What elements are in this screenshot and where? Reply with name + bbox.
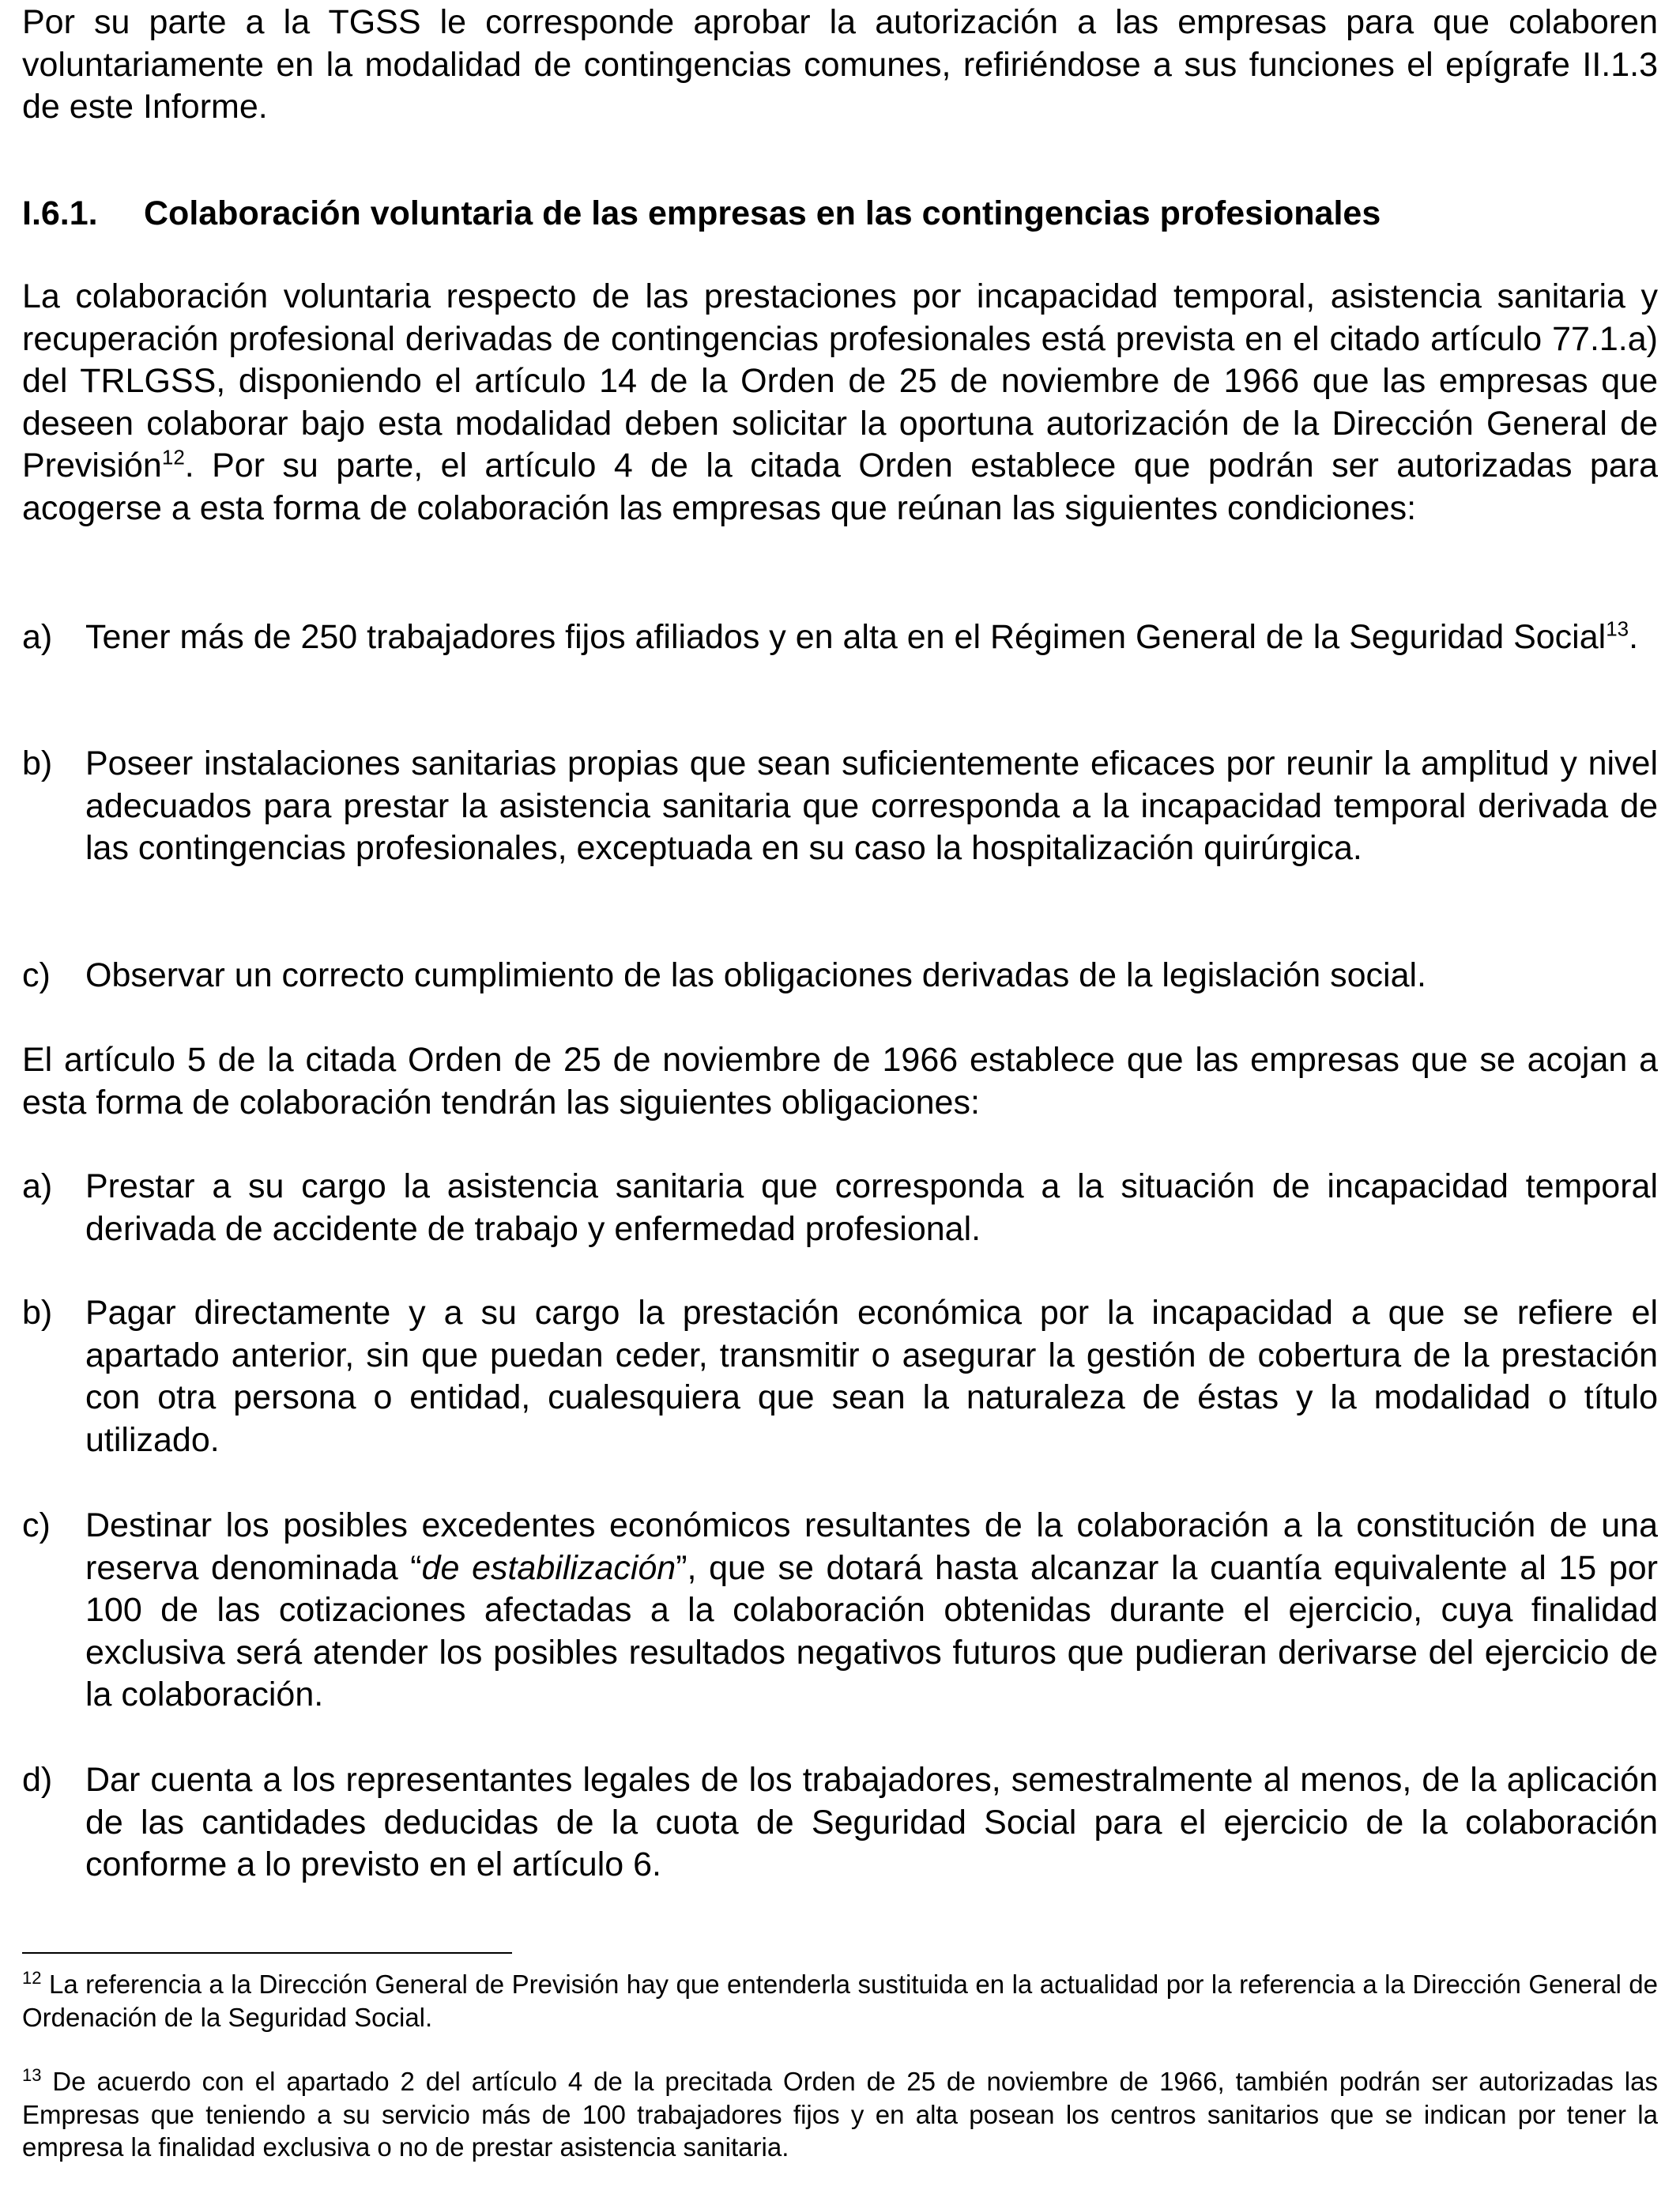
condition-item-a <box>22 616 1658 659</box>
footnote-number: 13 <box>22 2065 42 2085</box>
footnote-text: De acuerdo con el apartado 2 del artículo 4 de la precitada Orden de 25 de noviembre de 1966, también podrán ser autorizadas las Empresas que teniendo a su servicio más de 100 trabajadores fijos y en alta posean los centros sanitarios que se indican por tener la empresa la finalidad exclusiva o no de prestar asistencia sanitaria. <box>22 2067 1658 2162</box>
list-label: d) <box>22 1761 53 1799</box>
list-label: c) <box>22 1506 51 1544</box>
list-text: Prestar a su cargo la asistencia sanitaria que corresponda a la situación de incapacidad temporal derivada de accidente de trabajo y enfermedad profesional. <box>85 1167 1658 1248</box>
obligation-item-b <box>22 1292 1658 1461</box>
list-text <box>85 616 1658 659</box>
footnote-ref-13[interactable]: 13 <box>1606 616 1629 641</box>
section-number: I.6.1. <box>22 194 98 232</box>
footnote-separator <box>22 1952 512 1954</box>
obligation-item-c <box>22 1505 1658 1717</box>
footnote-13 <box>22 2065 1658 2164</box>
list-text: Poseer instalaciones sanitarias propias que sean suficientemente eficaces por reunir la amplitud y nivel adecuados para prestar la asistencia sanitaria que corresponda a la incapacidad temporal derivada de las contingencias profesionales, exceptuada en su caso la hospitalización quirúrgica. <box>85 745 1658 867</box>
obligation-item-d <box>22 1759 1658 1887</box>
footnote-number: 12 <box>22 1968 42 1988</box>
list-label: b) <box>22 745 53 782</box>
list-text: Observar un correcto cumplimiento de las obligaciones derivadas de la legislación social. <box>85 956 1426 994</box>
paragraph-text: La colaboración voluntaria respecto de las prestaciones por incapacidad temporal, asistencia sanitaria y recuperación profesional derivadas de contingencias profesionales está prevista en el citado artículo 77.1.a) del TRLGSS, disponiendo el artículo 14 de la Orden de 25 de noviembre de 1966 que las empresas que deseen colaborar bajo esta modalidad deben solicitar la oportuna autorización de la Dirección General de Previsión <box>22 277 1658 484</box>
list-label: a) <box>22 1167 53 1205</box>
footnote-text: La referencia a la Dirección General de Previsión hay que entenderla sustituida en la actualidad por la referencia a la Dirección General de Ordenación de la Seguridad Social. <box>22 1970 1658 2032</box>
list-label: b) <box>22 1294 53 1332</box>
condition-item-b <box>22 743 1658 870</box>
paragraph-text-continued: . Por su parte, el artículo 4 de la citada Orden establece que podrán ser autorizadas para acogerse a esta forma de colaboración las empresas que reúnan las siguientes condiciones: <box>22 447 1658 527</box>
intro-paragraph: Por su parte a la TGSS le corresponde aprobar la autorización a las empresas para que colaboren voluntariamente en la modalidad de contingencias comunes, refiriéndose a sus funciones el epígrafe II.1.3 de este Informe. <box>22 3 1658 126</box>
obligation-text-continued: ”, que se dotará hasta alcanzar la cuantía equivalente al 15 por 100 de las cotizaciones afectadas a la colaboración obtenidas durante el ejercicio, cuya finalidad exclusiva será atender los posibles resultados negativos futuros que pudieran derivarse del ejercicio de la colaboración. <box>85 1548 1658 1713</box>
footnote-12 <box>22 1968 1658 2034</box>
condition-item-c <box>22 955 1658 997</box>
section-title: Colaboración voluntaria de las empresas en las contingencias profesionales <box>144 194 1381 232</box>
list-text: Dar cuenta a los representantes legales de los trabajadores, semestralmente al menos, de la aplicación de las cantidades deducidas de la cuota de Seguridad Social para el ejercicio de la colaboración conforme a lo previsto en el artículo 6. <box>85 1761 1658 1883</box>
list-text <box>85 1505 1658 1717</box>
section-heading <box>22 193 1658 236</box>
condition-text: Tener más de 250 trabajadores fijos afiliados y en alta en el Régimen General de la Seguridad Social <box>85 618 1607 656</box>
condition-punct: . <box>1629 618 1639 656</box>
obligation-text: Destinar los posibles excedentes económicos resultantes de la colaboración a la constitución de una reserva denominada “ <box>85 1506 1658 1587</box>
footnote-ref-12[interactable]: 12 <box>161 445 185 469</box>
list-label: a) <box>22 618 53 656</box>
list-label: c) <box>22 956 51 994</box>
list-text: Pagar directamente y a su cargo la prestación económica por la incapacidad a que se refiere el apartado anterior, sin que puedan ceder, transmitir o asegurar la gestión de cobertura de la prestación con otra persona o entidad, cualesquiera que sean la naturaleza de éstas y la modalidad o título utilizado. <box>85 1294 1658 1459</box>
body-paragraph-1 <box>22 276 1658 530</box>
body-paragraph-2: El artículo 5 de la citada Orden de 25 de noviembre de 1966 establece que las empresas que se acojan a esta forma de colaboración tendrán las siguientes obligaciones: <box>22 1041 1658 1122</box>
obligation-item-a <box>22 1166 1658 1250</box>
italic-term: de estabilización <box>421 1548 676 1587</box>
